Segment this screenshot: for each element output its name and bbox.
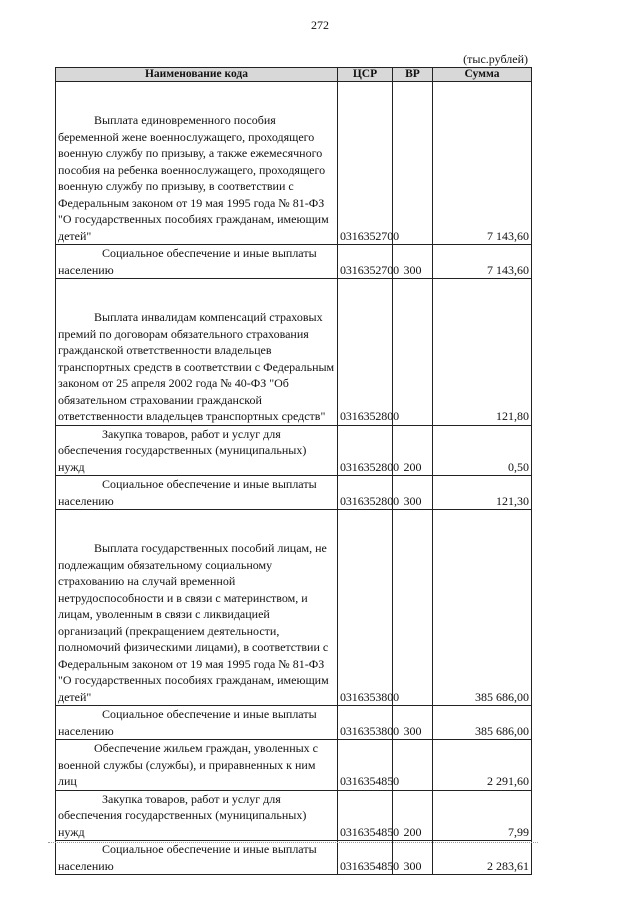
row-vr: [393, 82, 433, 245]
row-sum: 2 283,61: [433, 841, 532, 875]
row-name-cell: [56, 82, 338, 245]
row-csr: 0316352800: [338, 279, 393, 426]
row-csr: 0316354850: [338, 740, 393, 791]
row-csr: 0316353800: [338, 510, 393, 706]
row-sum: 121,80: [433, 279, 532, 426]
row-sum: 385 686,00: [433, 706, 532, 740]
row-name: Социальное обеспечение и иные выплаты населению: [58, 477, 317, 508]
row-name-cell: [56, 706, 338, 740]
row-csr: 0316354850: [338, 790, 393, 841]
row-name: Выплата единовременного пособия беременной жене военнослужащего, проходящего военную службу по призыву, а также ежемесячного пособия на ребенка военнослужащего, проходящего военную службу по призыву, в соответствии с Федеральным законом от 19 мая 1995 года № 81-ФЗ "О государственных пособиях гражданам, имеющим детей": [58, 113, 329, 243]
header-csr: ЦСР: [338, 68, 393, 82]
row-csr: 0316352700: [338, 82, 393, 245]
table-body: [56, 82, 532, 875]
row-sum: 2 291,60: [433, 740, 532, 791]
row-sum: 385 686,00: [433, 510, 532, 706]
row-name-cell: [56, 740, 338, 791]
row-name: Выплата инвалидам компенсаций страховых премий по договорам обязательного страхования гражданской ответственности владельцев транспортных средств в соответствии с Федеральным законом от 25 апреля 2002 года № 40-ФЗ "Об обязательном страховании гражданской ответственности владельцев транспортных средств": [58, 310, 335, 423]
row-csr: 0316352800: [338, 476, 393, 510]
row-name-cell: [56, 510, 338, 706]
row-name-cell: [56, 476, 338, 510]
row-vr: 300: [393, 476, 433, 510]
row-vr: [393, 279, 433, 426]
row-name: Обеспечение жильем граждан, уволенных с военной службы (службы), и приравненных к ним лиц: [58, 741, 319, 788]
row-sum: 0,50: [433, 425, 532, 476]
row-name-cell: [56, 425, 338, 476]
row-vr: 300: [393, 841, 433, 875]
header-vr: ВР: [393, 68, 433, 82]
row-name: Выплата государственных пособий лицам, не подлежащим обязательному социальному страхованию на случай временной нетрудоспособности и в связи с материнством, и лицам, уволенным в связи с ликвидацией организаций (прекращением деятельности, полномочий физическими лицами), в соответствии с Федеральным законом от 19 мая 1995 года № 81-ФЗ "О государственных пособиях гражданам, имеющим детей": [58, 541, 329, 704]
row-name: Социальное обеспечение и иные выплаты населению: [58, 842, 317, 873]
row-vr: 200: [393, 790, 433, 841]
row-csr: 0316352700: [338, 245, 393, 279]
table-row: [56, 740, 532, 791]
table-row: [56, 476, 532, 510]
row-name: Социальное обеспечение и иные выплаты населению: [58, 707, 317, 738]
row-name: Социальное обеспечение и иные выплаты населению: [58, 246, 317, 277]
table-row: [56, 425, 532, 476]
row-name-cell: [56, 841, 338, 875]
row-vr: [393, 510, 433, 706]
table-row: [56, 706, 532, 740]
row-sum: 121,30: [433, 476, 532, 510]
page-number: 272: [311, 18, 329, 32]
units-note: (тыс.рублей): [463, 52, 528, 66]
row-csr: 0316353800: [338, 706, 393, 740]
row-sum: 7 143,60: [433, 245, 532, 279]
header-sum: Сумма: [433, 68, 532, 82]
row-name-cell: [56, 245, 338, 279]
row-vr: 300: [393, 245, 433, 279]
header-name: Наименование кода: [56, 68, 338, 82]
table-row: [56, 510, 532, 706]
table-row: [56, 245, 532, 279]
row-name: Закупка товаров, работ и услуг для обеспечения государственных (муниципальных) нужд: [58, 426, 307, 474]
row-vr: 200: [393, 425, 433, 476]
scan-artifact-line: [48, 842, 538, 843]
table-row: [56, 790, 532, 841]
row-csr: 0316352800: [338, 425, 393, 476]
row-sum: 7 143,60: [433, 82, 532, 245]
row-name: Закупка товаров, работ и услуг для обеспечения государственных (муниципальных) нужд: [58, 791, 307, 839]
budget-table: [55, 67, 532, 875]
row-name-cell: [56, 279, 338, 426]
row-name-cell: [56, 790, 338, 841]
header-row: [56, 68, 532, 82]
row-vr: 300: [393, 706, 433, 740]
row-sum: 7,99: [433, 790, 532, 841]
table-row: [56, 279, 532, 426]
table-row: [56, 841, 532, 875]
row-csr: 0316354850: [338, 841, 393, 875]
table-header: [56, 68, 532, 82]
table-row: [56, 82, 532, 245]
